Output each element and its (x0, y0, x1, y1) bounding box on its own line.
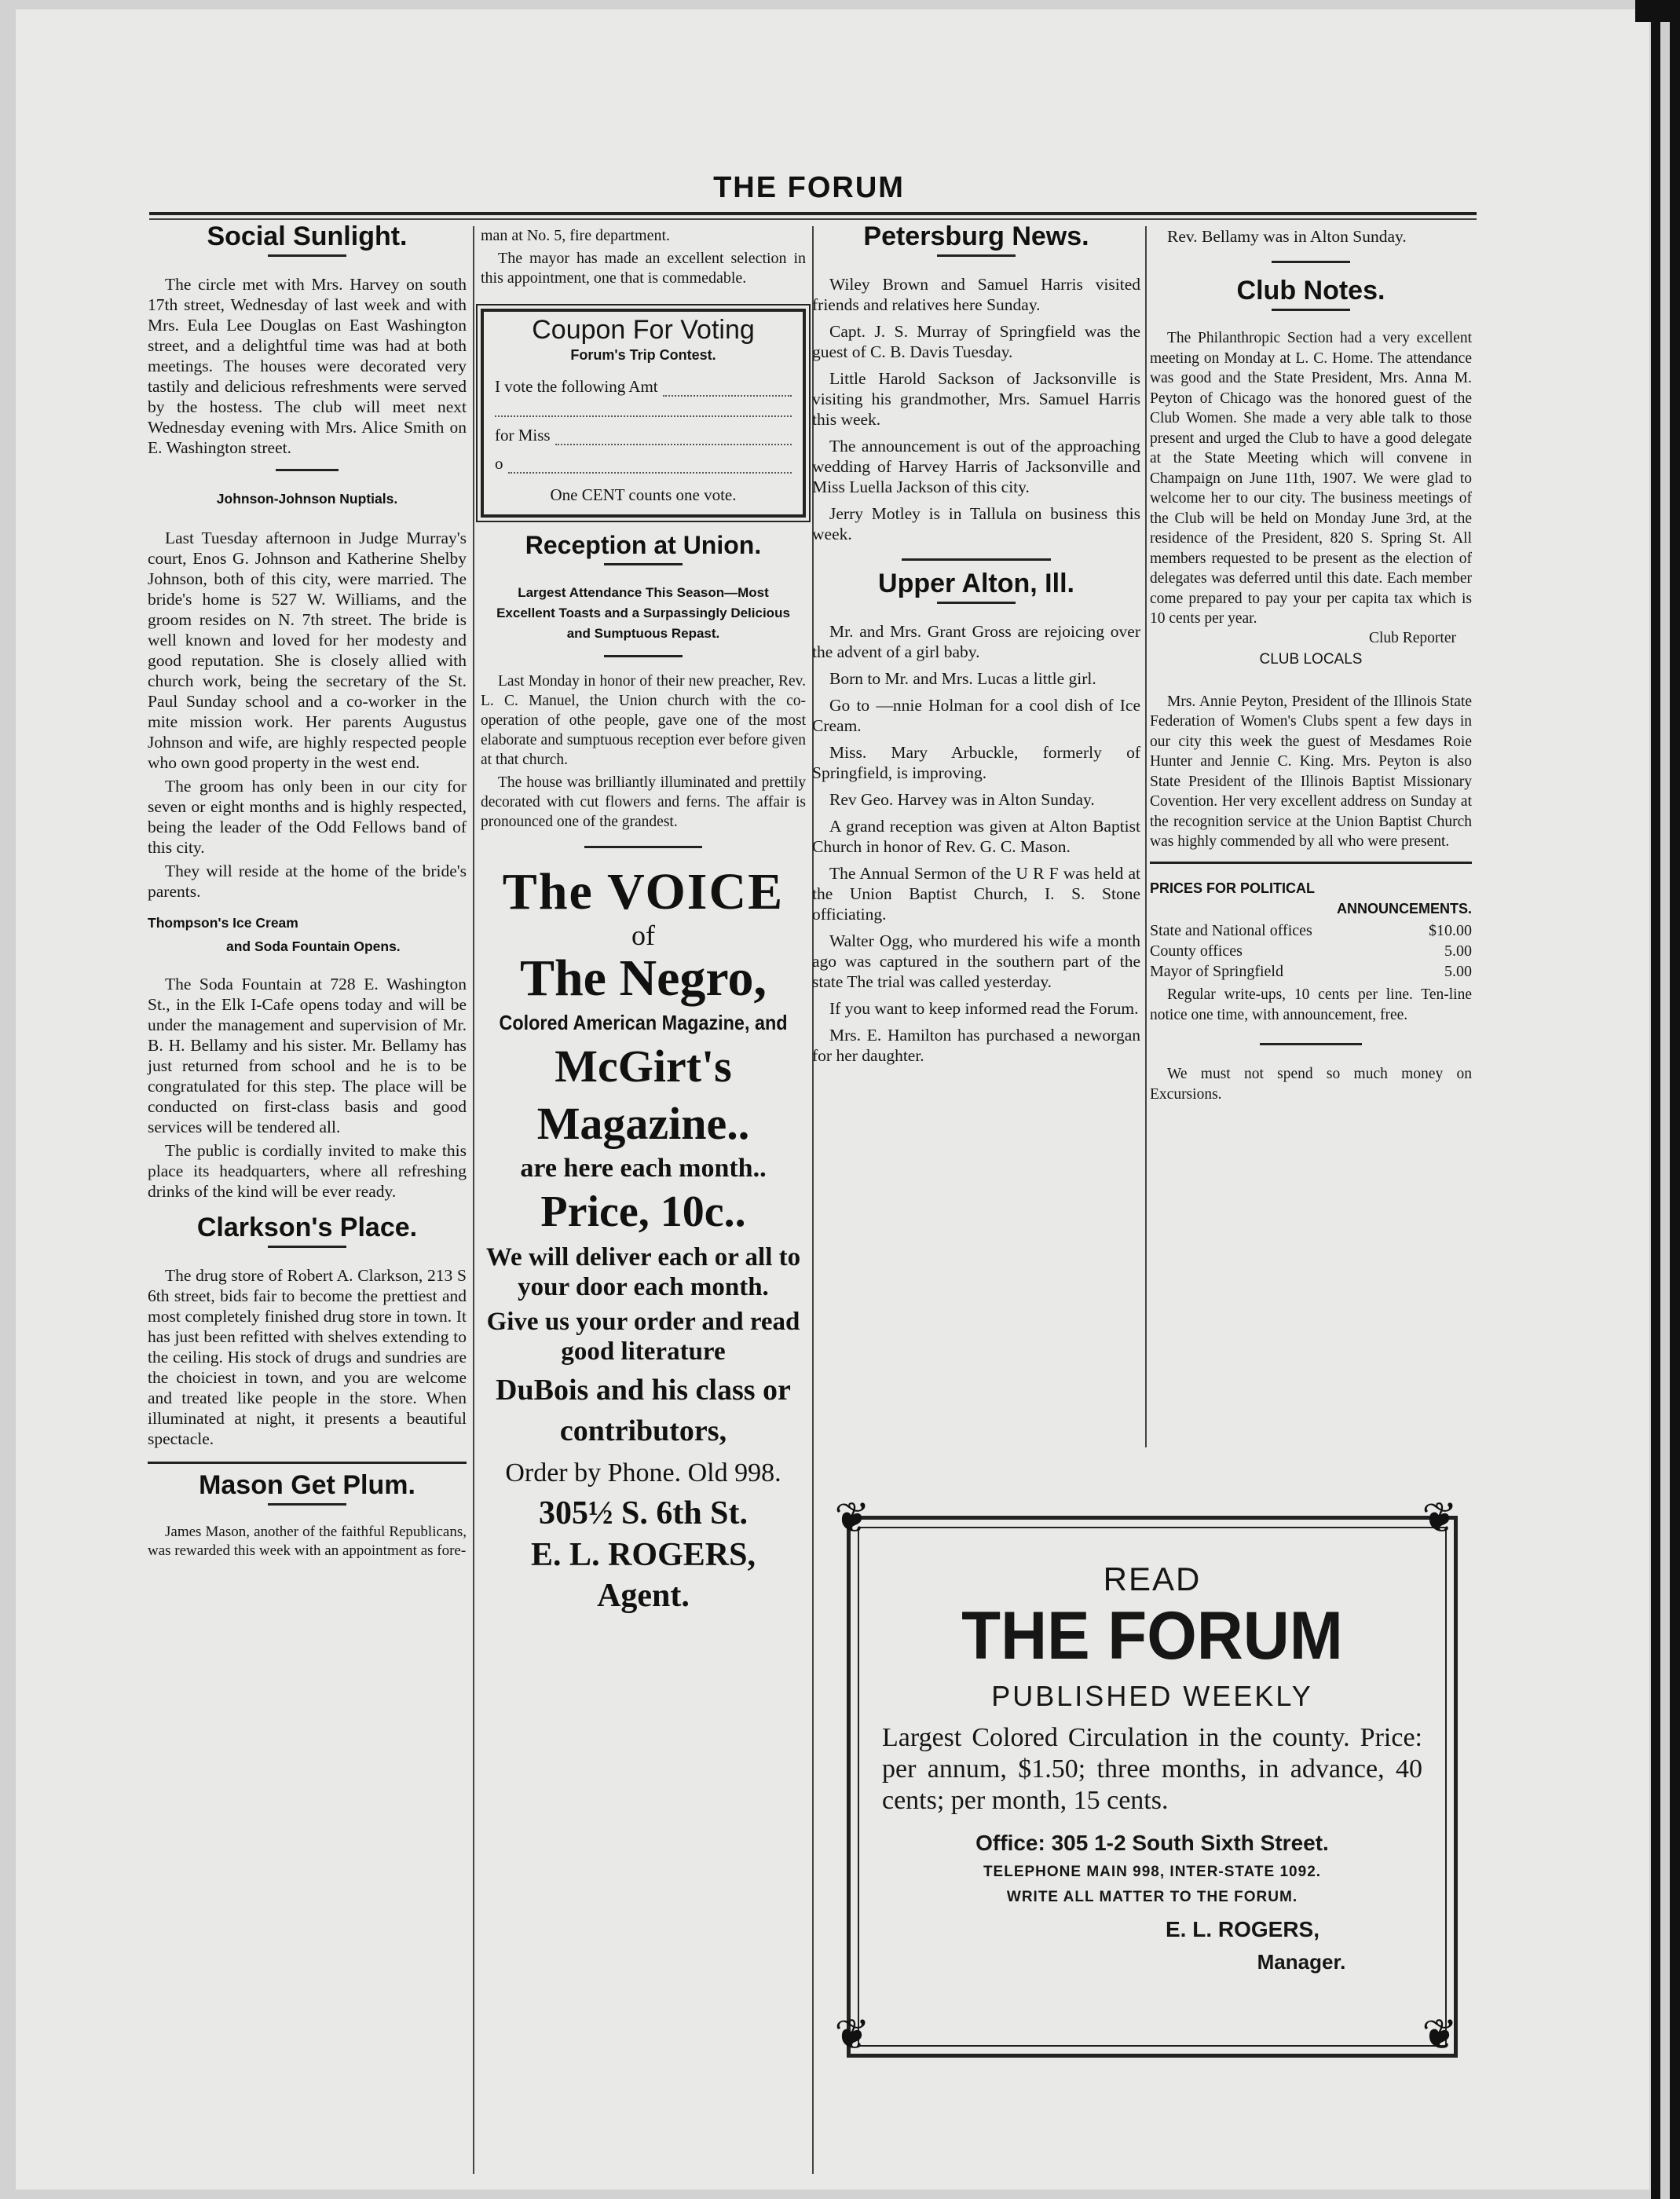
article-paragraph: If you want to keep informed read the Forum. (829, 999, 1139, 1018)
price-value: 5.00 (1444, 942, 1472, 960)
coupon-subtitle: Forum's Trip Contest. (570, 347, 716, 363)
headline-reception-union: Reception at Union. (525, 531, 762, 559)
price-value: $10.00 (1429, 921, 1472, 939)
article-paragraph: The house was brilliantly illuminated and prettily decorated with cut flowers and ferns. The affair is pronounced one of the grandest. (481, 774, 806, 830)
article-paragraph: Last Monday in honor of their new preacher, Rev. L. C. Manuel, the Union church with the co-operation of othe people, gave one of the most elaborate and sumptuous reception ever before given at that church. (481, 673, 806, 768)
price-label: State and National offices (1150, 921, 1312, 939)
column-divider (473, 226, 474, 2174)
coupon-o-label: o (495, 454, 503, 473)
flourish-icon: ❦ (1422, 1495, 1458, 1542)
article-paragraph: The drug store of Robert A. Clarkson, 213 S 6th street, bids fair to become the prettiest and most completely finished drug store in town. It has just been refitted with shelves extending to the ceiling. His stock of drugs and sundries are the choiciest in town, and you are welcome and treated like people in the store. When illuminated at night, it presents a beautiful spectacle. (148, 1266, 467, 1448)
separator-rule (148, 1462, 467, 1464)
headline-club-notes: Club Notes. (1236, 276, 1385, 306)
column-4 (1150, 226, 1472, 1108)
subhead-ice-cream: Thompson's Ice Cream (148, 915, 298, 931)
ad-line: The Negro, (519, 949, 767, 1007)
price-row (1150, 941, 1472, 961)
headline-mason-plum: Mason Get Plum. (199, 1470, 415, 1500)
ad-write: WRITE ALL MATTER TO THE FORUM. (1006, 1889, 1298, 1905)
ad-line: The VOICE (502, 863, 785, 920)
headline-social-sunlight: Social Sunlight. (207, 221, 408, 251)
column-divider (1145, 226, 1147, 1447)
voting-coupon (481, 309, 806, 518)
price-table (1150, 920, 1472, 982)
ad-title: THE FORUM (961, 1598, 1343, 1674)
headline-petersburg-news: Petersburg News. (863, 221, 1089, 251)
ad-office: Office: 305 1-2 South Sixth Street. (975, 1831, 1329, 1855)
article-paragraph: Rev. Bellamy was in Alton Sunday. (1167, 227, 1407, 246)
article-paragraph: The mayor has made an excellent selection in this appointment, one that is commedable. (481, 250, 806, 287)
article-paragraph: Mr. and Mrs. Grant Gross are rejoicing over the advent of a girl baby. (812, 622, 1140, 661)
ad-line: are here each month.. (520, 1154, 767, 1183)
subhead-nuptials: Johnson-Johnson Nuptials. (216, 491, 398, 507)
column-1 (148, 221, 467, 1564)
ad-line: We will deliver each or all to your door each month. (485, 1243, 801, 1301)
article-paragraph: We must not spend so much money on Excursions. (1150, 1065, 1472, 1103)
article-paragraph: Go to —nnie Holman for a cool dish of Ice Cream. (812, 696, 1140, 735)
headline-rule (604, 563, 683, 565)
ad-name: E. L. ROGERS, (1165, 1917, 1320, 1941)
price-label: County offices (1150, 942, 1243, 960)
article-paragraph: Walter Ogg, who murdered his wife a month ago was captured in the southern part of the state The trial was called yesterday. (812, 931, 1140, 991)
article-paragraph: The public is cordially invited to make this place its headquarters, where all refreshing drinks of the kind will be ever ready. (148, 1141, 467, 1201)
club-reporter-signature: Club Reporter (1368, 629, 1456, 646)
price-value: 5.00 (1444, 962, 1472, 980)
separator-rule (584, 846, 702, 848)
article-paragraph: The circle met with Mrs. Harvey on south 17th street, Wednesday of last week and with Mrs. Eula Lee Douglas on East Washington street, and a delightful time was had at both meetings. The houses were decorated very tastily and delicious refreshments were served by the hostess. The club will meet next Wednesday evening with Mrs. Alice Smith on E. Washington street. (148, 275, 467, 457)
separator-rule (1150, 862, 1472, 864)
ad-line: Magazine.. (536, 1098, 750, 1149)
article-paragraph: Regular write-ups, 10 cents per line. Ten-line notice one time, with announcement, free. (1150, 986, 1472, 1023)
ad-line: Agent. (597, 1578, 690, 1614)
masthead: THE FORUM (713, 171, 905, 204)
separator-rule (1260, 1043, 1362, 1045)
headline-rule (268, 254, 346, 257)
ad-line: DuBois and his class or contributors, (496, 1374, 791, 1447)
subhead-soda-fountain: and Soda Fountain Opens. (226, 939, 401, 954)
coupon-title: Coupon For Voting (532, 315, 755, 345)
article-paragraph: Jerry Motley is in Tallula on business this week. (812, 504, 1140, 543)
scan-corner (1635, 0, 1680, 22)
subhead-reception: Largest Attendance This Season—Most Excellent Toasts and a Surpassingly Delicious and Sumptuous Repast. (496, 585, 790, 641)
read-the-forum-ad (847, 1516, 1458, 2058)
ad-line: 305½ S. 6th St. (538, 1495, 748, 1531)
ad-line: Give us your order and read good literature (486, 1308, 800, 1366)
flourish-icon: ❦ (834, 2011, 870, 2058)
article-paragraph: Mrs. E. Hamilton has purchased a neworgan for her daughter. (812, 1026, 1140, 1065)
ad-phone: TELEPHONE MAIN 998, INTER-STATE 1092. (983, 1864, 1322, 1880)
column-3 (812, 221, 1140, 1072)
flourish-icon: ❦ (834, 1495, 870, 1542)
ad-line: Colored American Magazine, and (499, 1011, 788, 1034)
article-paragraph: They will reside at the home of the bride's parents. (148, 862, 467, 901)
article-paragraph: The groom has only been in our city for seven or eight months and is highly respected, being the leader of the Odd Fellows band of this city. (148, 777, 467, 857)
ad-line: of (631, 920, 655, 951)
headline-rule (1272, 309, 1350, 311)
headline-rule (268, 1503, 346, 1506)
article-paragraph: James Mason, another of the faithful Republicans, was rewarded this week with an appointment as fore- (148, 1524, 467, 1559)
headline-rule (268, 1246, 346, 1248)
price-row (1150, 920, 1472, 941)
subhead-announcements: ANNOUNCEMENTS. (1336, 900, 1472, 917)
coupon-miss-label: for Miss (495, 426, 551, 445)
article-paragraph: The Annual Sermon of the U R F was held at the Union Baptist Church, I. S. Stone officiating. (812, 864, 1140, 924)
voice-of-negro-ad (481, 862, 806, 1616)
ad-body: Largest Colored Circulation in the county. Price: per annum, $1.50; three months, in advance, 40 cents; per month, 15 cents. (882, 1723, 1422, 1815)
subhead-club-locals: CLUB LOCALS (1259, 650, 1363, 668)
article-paragraph: The Soda Fountain at 728 E. Washington St., in the Elk I-Cafe opens today and will be under the management and supervision of Mr. B. H. Bellamy and his sister. Mr. Bellamy has just returned from school and he is to be congratulated for this step. The place will be conducted on first-class basis and good services will be tendered all. (148, 975, 467, 1136)
ad-subtitle: PUBLISHED WEEKLY (991, 1680, 1313, 1712)
headline-upper-alton: Upper Alton, Ill. (878, 569, 1074, 598)
headline-rule (937, 254, 1016, 257)
coupon-amount-label: I vote the following Amt (495, 377, 658, 396)
headline-rule (937, 602, 1016, 604)
scan-edge (1651, 0, 1680, 2199)
ad-read: READ (1103, 1561, 1202, 1597)
article-paragraph: Wiley Brown and Samuel Harris visited friends and relatives here Sunday. (812, 275, 1140, 314)
article-paragraph: The Philanthropic Section had a very excellent meeting on Monday at L. C. Home. The attendance was good and the State President, Mrs. Anna M. Peyton of Chicago was the honored guest of the Club Women. She made a very able talk to those present and urged the Club to have a good delegate at the State Meeting which will convene in Champaign on June 11th, 1907. We were glad to welcome her to our city. The business meetings of the Club will be held on Monday June 3rd, at the residence of the President, 820 S. Spring St. All members requested to be present as the election of delegates was deferred until this date. Each member come prepared to pay your per capita tax which is 10 cents per year. (1150, 330, 1472, 627)
ad-role: Manager. (1257, 1950, 1346, 1974)
separator-rule (1272, 261, 1350, 263)
ad-line: E. L. ROGERS, (531, 1537, 756, 1573)
flourish-icon: ❦ (1422, 2011, 1458, 2058)
separator-rule (604, 655, 683, 657)
article-paragraph: Little Harold Sackson of Jacksonville is visiting his grandmother, Mrs. Samuel Harris this week. (812, 369, 1140, 429)
separator-rule (276, 469, 339, 471)
coupon-o-line (495, 453, 792, 474)
header-rule (149, 212, 1477, 215)
article-paragraph: Last Tuesday afternoon in Judge Murray's court, Enos G. Johnson and Katherine Shelby Johnson, both of this city, were married. The bride's home is 527 W. Williams, and the groom resides on N. 7th street. The bride is well known and loved for her modesty and good reputation. She is closely allied with church work, being the secretary of the St. Paul Sunday school and a co-worker in the mite mission work. Her parents Augustus Johnson and wife, are highly respected people who own good property in the west end. (148, 529, 467, 772)
ad-line: McGirt's (555, 1041, 732, 1092)
coupon-blank-line (495, 404, 792, 417)
column-2 (481, 226, 806, 1616)
coupon-miss-line (495, 425, 792, 445)
article-paragraph: Rev Geo. Harvey was in Alton Sunday. (829, 790, 1095, 809)
article-paragraph: The announcement is out of the approaching wedding of Harvey Harris of Jacksonville and Miss Luella Jackson of this city. (812, 437, 1140, 496)
coupon-footer: One CENT counts one vote. (550, 485, 737, 504)
article-paragraph: Miss. Mary Arbuckle, formerly of Springfield, is improving. (812, 743, 1140, 782)
subhead-prices: PRICES FOR POLITICAL (1150, 880, 1316, 896)
coupon-amount-line (495, 376, 792, 397)
ad-line: Price, 10c.. (540, 1187, 746, 1236)
headline-clarksons-place: Clarkson's Place. (196, 1213, 418, 1242)
article-paragraph: Capt. J. S. Murray of Springfield was the guest of C. B. Davis Tuesday. (812, 322, 1140, 361)
price-row (1150, 961, 1472, 982)
ad-line: Order by Phone. Old 998. (505, 1458, 781, 1487)
article-paragraph: A grand reception was given at Alton Baptist Church in honor of Rev. G. C. Mason. (812, 817, 1140, 856)
separator-rule (902, 558, 1051, 561)
article-paragraph: Mrs. Annie Peyton, President of the Illinois State Federation of Women's Clubs spent a few days in our city this week the guest of Mesdames Roie Hunter and Jennie C. King. Mrs. Peyton is also State President of the Illinois Baptist Missionary Covention. Her very excellent address on Sunday at the recognition service at the Union Baptist Church was highly commended by all who were present. (1150, 693, 1472, 850)
header-rule-thin (149, 218, 1477, 220)
price-label: Mayor of Springfield (1150, 962, 1283, 980)
article-paragraph: Born to Mr. and Mrs. Lucas a little girl. (829, 669, 1096, 688)
article-paragraph: man at No. 5, fire department. (481, 227, 671, 244)
